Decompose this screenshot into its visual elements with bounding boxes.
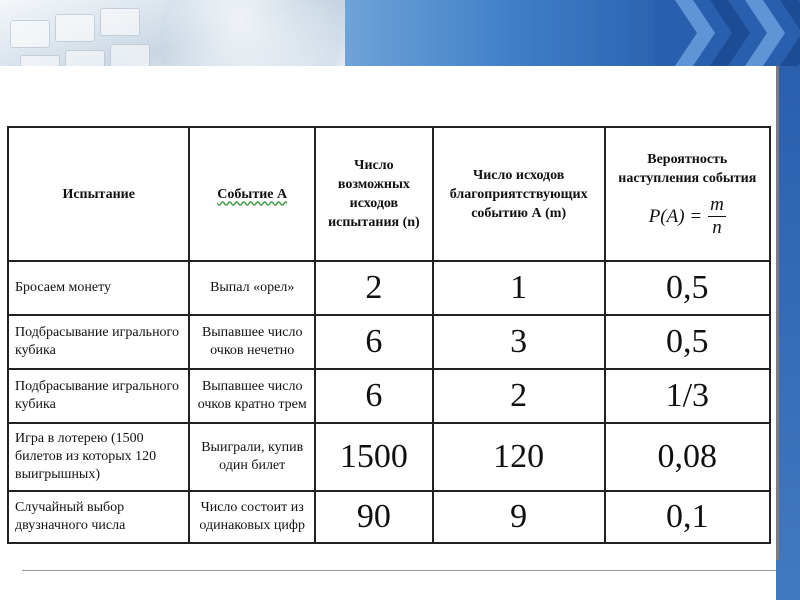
cell-trial: Бросаем монету [8,261,189,315]
table-row [8,491,770,543]
formula-lhs: P(A) = [648,205,703,227]
cell-p: 0,1 [605,491,770,543]
header-event-label: Событие А [217,186,288,202]
keyboard-key [100,8,140,36]
table-row [8,369,770,423]
cell-m: 9 [433,491,605,543]
header-event [189,127,315,261]
cell-event: Выпал «орел» [189,261,315,315]
header-probability-label: Вероятность наступления события [618,151,757,186]
cell-p: 0,08 [605,423,770,491]
cell-p: 1/3 [605,369,770,423]
header-blue-band [345,0,655,66]
chevron-right-icon [675,0,715,66]
header-trial: Испытание [8,127,189,261]
chevron-right-icon [745,0,785,66]
cell-p: 0,5 [605,261,770,315]
probability-formula [649,194,726,239]
formula-numerator: m [710,193,724,215]
cell-n: 6 [315,369,433,423]
header-possible: Число возможных исходов испытания (n) [315,127,433,261]
cell-n: 1500 [315,423,433,491]
cell-event: Выиграли, купив один билет [189,423,315,491]
cell-trial: Случайный выбор двузначного числа [8,491,189,543]
table-row [8,423,770,491]
cell-m: 2 [433,369,605,423]
cell-m: 120 [433,423,605,491]
cell-n: 2 [315,261,433,315]
footer-divider [22,570,776,571]
header-chevron-band [655,0,800,66]
cell-n: 6 [315,315,433,369]
cell-m: 3 [433,315,605,369]
formula-denominator: n [712,216,722,238]
header-probability [605,127,770,261]
table-row [8,315,770,369]
table-row [8,261,770,315]
cell-trial: Подбрасывание игрального кубика [8,315,189,369]
cell-n: 90 [315,491,433,543]
cell-p: 0,5 [605,315,770,369]
chevron-right-icon [710,0,750,66]
table-header-row [8,127,770,261]
header-favorable: Число исходов благоприятствующих событию А (m) [433,127,605,261]
keyboard-key [10,20,50,48]
probability-table [7,126,771,544]
keyboard-key [55,14,95,42]
cell-m: 1 [433,261,605,315]
cell-event: Число состоит из одинаковых цифр [189,491,315,543]
right-side-strip [776,66,800,600]
formula-fraction [708,194,726,239]
cell-event: Выпавшее число очков нечетно [189,315,315,369]
cell-trial: Подбрасывание игрального кубика [8,369,189,423]
cell-event: Выпавшее число очков кратно трем [189,369,315,423]
cell-trial: Игра в лотерею (1500 билетов из которых 120 выигрышных) [8,423,189,491]
